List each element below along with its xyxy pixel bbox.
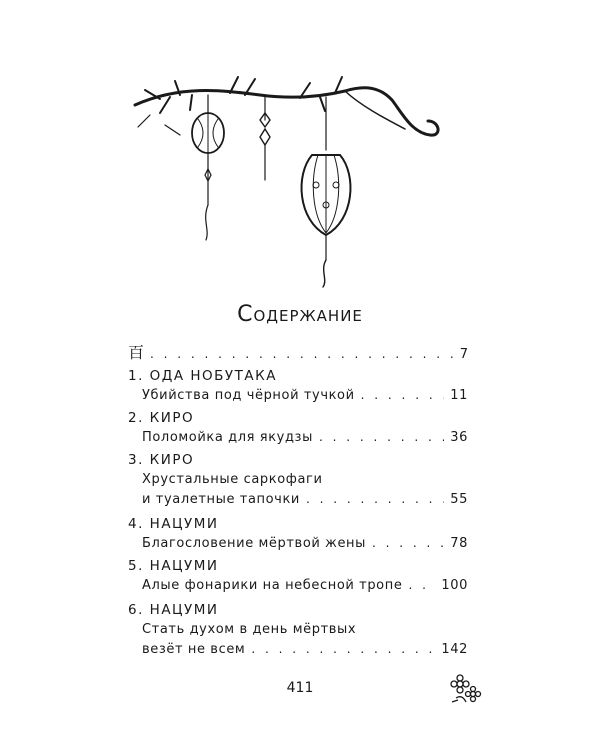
dot-leader [150, 347, 454, 361]
chapter-title: и туалетные тапочки [142, 492, 300, 507]
page-number: 411 [286, 680, 314, 696]
chapter-title: Алые фонарики на небесной тропе [142, 578, 403, 593]
dot-leader [306, 492, 444, 506]
dot-leader [372, 536, 444, 550]
page-ref: 55 [450, 492, 468, 507]
chapter-title: Благословение мёртвой жены [142, 536, 367, 551]
page-ref: 7 [459, 347, 468, 362]
chapter-heading: 6. НАЦУМИ [128, 602, 219, 618]
toc-entry-chapter-2[interactable] [128, 410, 468, 450]
dot-leader [319, 430, 444, 444]
page-ref: 100 [441, 578, 468, 593]
chapter-title: Убийства под чёрной тучкой [142, 388, 355, 403]
dot-leader [408, 578, 435, 592]
toc-entry-chapter-5[interactable] [128, 558, 468, 598]
page-ref: 78 [450, 536, 468, 551]
chapter-title: везёт не всем [142, 642, 246, 657]
dot-leader [251, 642, 435, 656]
chapter-heading: 4. НАЦУМИ [128, 516, 219, 532]
chapter-heading: 2. КИРО [128, 410, 195, 426]
branch-with-lanterns-icon [120, 55, 470, 290]
toc-title: Содержание [237, 302, 363, 327]
toc-entry-chapter-4[interactable] [128, 516, 468, 556]
toc-entry-preface[interactable] [128, 340, 468, 360]
toc-entry-chapter-3[interactable] [128, 452, 468, 512]
chapter-heading: 5. НАЦУМИ [128, 558, 219, 574]
chapter-title: Поломойка для якудзы [142, 430, 313, 445]
chapter-heading: 3. КИРО [128, 452, 195, 468]
flowers-icon [448, 672, 484, 708]
page-ref: 142 [441, 642, 468, 657]
chapter-title: Стать духом в день мёртвых [142, 622, 357, 637]
page-ref: 36 [450, 430, 468, 445]
chapter-heading: 1. ОДА НОБУТАКА [128, 368, 277, 384]
toc-entry-chapter-6[interactable] [128, 602, 468, 662]
dot-leader [361, 388, 445, 402]
preface-label: 百 [128, 343, 145, 362]
page-ref: 11 [450, 388, 468, 403]
chapter-title: Хрустальные саркофаги [142, 472, 323, 487]
toc-entry-chapter-1[interactable] [128, 368, 468, 408]
